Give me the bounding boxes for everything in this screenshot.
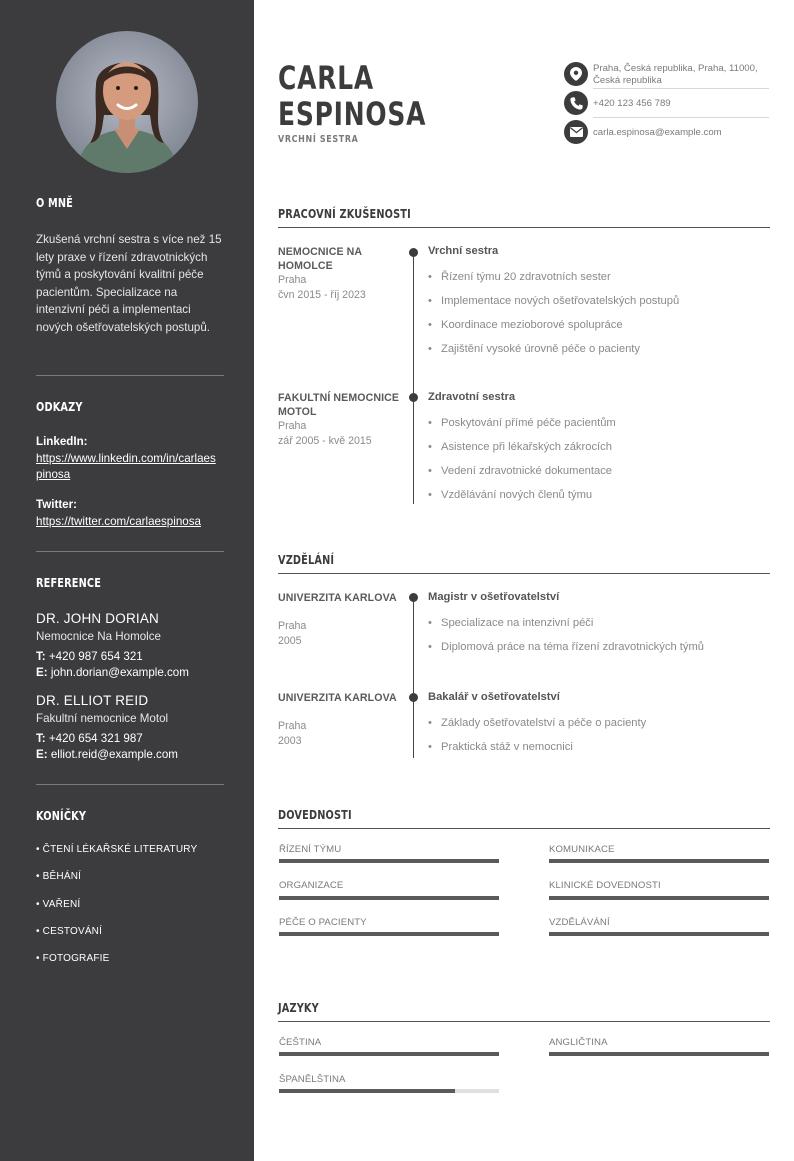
study-item: • Diplomová práce na téma řízení zdravotnických týmů: [428, 641, 704, 653]
skill-bar: [279, 859, 499, 863]
skill-name: ORGANIZACE: [279, 880, 344, 891]
divider: [36, 784, 224, 785]
hobbies-heading: KONÍČKY: [36, 808, 87, 823]
reference-org: Fakultní nemocnice Motol: [36, 712, 169, 725]
contact-email: carla.espinosa@example.com: [593, 127, 722, 138]
section-rule: [278, 1021, 770, 1022]
about-heading: O MNĚ: [36, 195, 73, 210]
divider: [593, 88, 769, 89]
experience-heading: PRACOVNÍ ZKUŠENOSTI: [278, 206, 411, 221]
employer-name: FAKULTNÍ NEMOCNICE MOTOL: [278, 392, 400, 418]
last-name: ESPINOSA: [278, 95, 427, 133]
skill-bar: [549, 859, 769, 863]
hobby-item: • FOTOGRAFIE: [36, 953, 110, 964]
employer-city: Praha: [278, 420, 307, 432]
degree-title: Magistr v ošetřovatelství: [428, 591, 560, 603]
about-text: Zkušená vrchní sestra s více než 15 lety praxe v řízení zdravotnických týmů a poskytování kvalitní péče pacientům. Specializace na intenzivní péči a implementaci nových ošetřovatelských postupů.: [36, 233, 222, 334]
divider: [36, 551, 224, 552]
first-name: CARLA: [278, 59, 374, 97]
duty-item: • Řízení týmu 20 zdravotních sester: [428, 271, 611, 283]
language-name: ČEŠTINA: [279, 1037, 322, 1048]
reference-name: DR. JOHN DORIAN: [36, 611, 160, 626]
skill-name: KLINICKÉ DOVEDNOSTI: [549, 880, 661, 891]
education-heading: VZDĚLÁNÍ: [278, 552, 335, 567]
reference-phone: T: +420 654 321 987: [36, 732, 143, 745]
duty-item: • Asistence při lékařských zákrocích: [428, 441, 612, 453]
skill-name: KOMUNIKACE: [549, 844, 615, 855]
employment-dates: zář 2005 - kvě 2015: [278, 435, 372, 447]
section-rule: [278, 828, 770, 829]
twitter-label: Twitter:: [36, 498, 78, 511]
duty-item: • Poskytování přímé péče pacientům: [428, 417, 616, 429]
language-name: ŠPANĚLŠTINA: [279, 1074, 346, 1085]
duty-item: • Koordinace mezioborové spolupráce: [428, 319, 623, 331]
school-name: UNIVERZITA KARLOVA: [278, 592, 397, 604]
study-item: • Základy ošetřovatelství a péče o pacienty: [428, 717, 646, 729]
section-rule: [278, 573, 770, 574]
links-heading: ODKAZY: [36, 399, 83, 414]
reference-email: E: john.dorian@example.com: [36, 666, 189, 679]
sidebar: [0, 0, 254, 1161]
language-bar: [279, 1052, 499, 1056]
duty-item: • Vzdělávání nových členů týmu: [428, 489, 592, 501]
employer-city: Praha: [278, 274, 307, 286]
hobby-item: • VAŘENÍ: [36, 899, 81, 910]
hobby-item: • CESTOVÁNÍ: [36, 926, 103, 937]
skill-bar: [279, 896, 499, 900]
school-city: Praha: [278, 620, 307, 632]
divider: [593, 117, 769, 118]
degree-title: Bakalář v ošetřovatelství: [428, 691, 560, 703]
languages-heading: JAZYKY: [278, 1000, 319, 1015]
reference-phone: T: +420 987 654 321: [36, 650, 143, 663]
email-icon: [564, 120, 588, 144]
duty-item: • Zajištění vysoké úrovně péče o pacienty: [428, 343, 640, 355]
timeline-dot: [409, 593, 418, 602]
school-name: UNIVERZITA KARLOVA: [278, 692, 397, 704]
profile-photo: [56, 31, 198, 173]
reference-name: DR. ELLIOT REID: [36, 693, 149, 708]
study-item: • Praktická stáž v nemocnici: [428, 741, 573, 753]
skill-name: ŘÍZENÍ TÝMU: [279, 844, 342, 855]
timeline-line: [413, 252, 414, 504]
graduation-year: 2005: [278, 635, 302, 647]
contact-phone: +420 123 456 789: [593, 98, 671, 109]
linkedin-label: LinkedIn:: [36, 435, 88, 448]
references-heading: REFERENCE: [36, 575, 102, 590]
skill-bar: [549, 896, 769, 900]
linkedin-link[interactable]: https://www.linkedin.com/in/carlaespinosa: [36, 452, 216, 481]
contact-address: Praha, Česká republika, Praha, 11000, Česká republika: [593, 63, 758, 86]
skills-heading: DOVEDNOSTI: [278, 807, 352, 822]
skill-bar: [279, 932, 499, 936]
role-title: Zdravotní sestra: [428, 391, 516, 403]
language-bar: [279, 1089, 499, 1093]
employment-dates: čvn 2015 - říj 2023: [278, 289, 366, 301]
section-rule: [278, 227, 770, 228]
timeline-line: [413, 598, 414, 758]
role-title: Vrchní sestra: [428, 245, 499, 257]
phone-icon: [564, 91, 588, 115]
employer-name: NEMOCNICE NA HOMOLCE: [278, 246, 362, 272]
language-name: ANGLIČTINA: [549, 1037, 608, 1048]
hobby-item: • ČTENÍ LÉKAŘSKÉ LITERATURY: [36, 844, 198, 855]
hobby-item: • BĚHÁNÍ: [36, 871, 82, 882]
study-item: • Specializace na intenzivní péči: [428, 617, 593, 629]
reference-email: E: elliot.reid@example.com: [36, 748, 178, 761]
skill-bar: [549, 932, 769, 936]
timeline-dot: [409, 693, 418, 702]
location-pin-icon: [564, 62, 588, 86]
skill-name: PÉČE O PACIENTY: [279, 917, 367, 928]
timeline-dot: [409, 248, 418, 257]
graduation-year: 2003: [278, 735, 302, 747]
job-title: VRCHNÍ SESTRA: [278, 134, 359, 145]
twitter-link[interactable]: https://twitter.com/carlaespinosa: [36, 515, 201, 528]
timeline-dot: [409, 393, 418, 402]
reference-org: Nemocnice Na Homolce: [36, 630, 162, 643]
skill-name: VZDĚLÁVÁNÍ: [549, 917, 610, 928]
school-city: Praha: [278, 720, 307, 732]
duty-item: • Vedení zdravotnické dokumentace: [428, 465, 612, 477]
divider: [36, 375, 224, 376]
duty-item: • Implementace nových ošetřovatelských postupů: [428, 295, 679, 307]
language-bar: [549, 1052, 769, 1056]
